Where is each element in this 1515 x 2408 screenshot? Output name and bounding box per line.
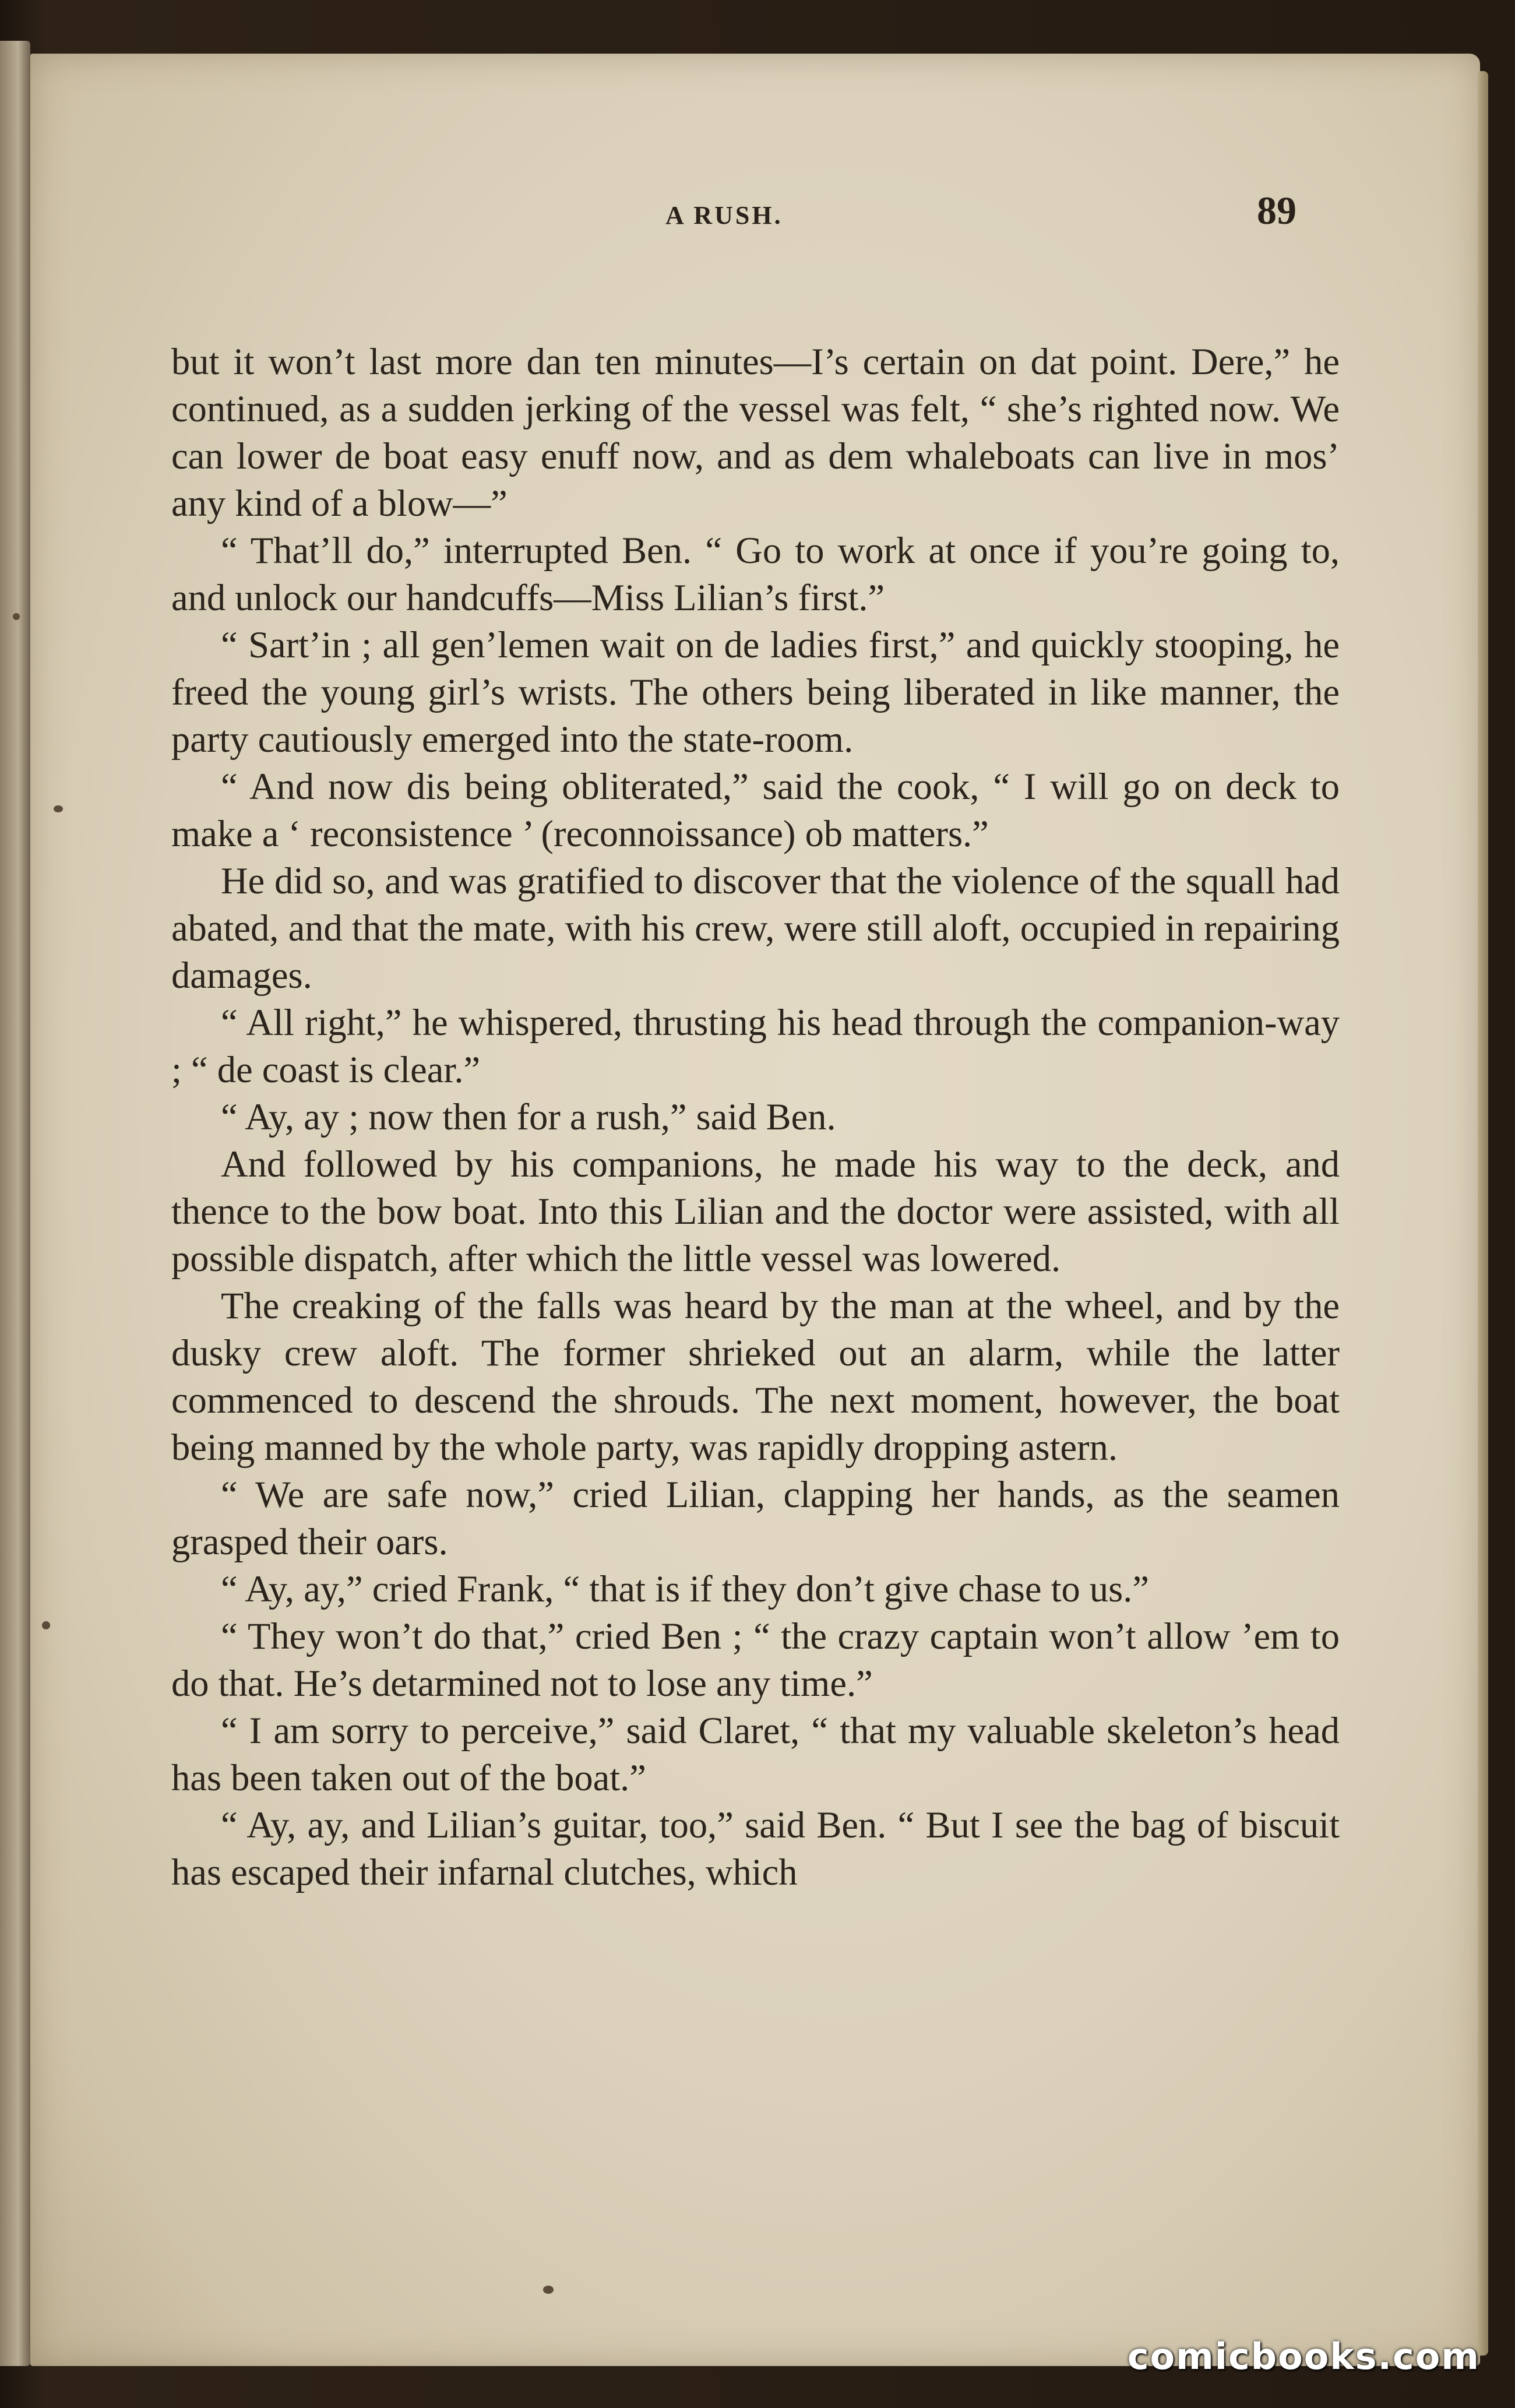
paragraph: “ And now dis being obliterated,” said the cook, “ I will go on deck to make a ‘ reconsistence ’ (reconnoissance) ob matters.” <box>171 766 1340 854</box>
page-edge <box>1478 71 1488 2356</box>
paragraph: “ Sart’in ; all gen’lemen wait on de ladies first,” and quickly stooping, he freed the young girl’s wrists. The others being liberated in like manner, the party cautiously emerged into the state-room. <box>171 624 1340 760</box>
paragraph: “ Ay, ay ; now then for a rush,” said Ben. <box>221 1096 836 1138</box>
book-page <box>30 54 1480 2366</box>
paragraph: “ All right,” he whispered, thrusting his head through the companion-way ; “ de coast is clear.” <box>171 1002 1340 1090</box>
paragraph: but it won’t last more dan ten minutes—I’s certain on dat point. Dere,” he continued, as a sudden jerking of the vessel was felt, “ she’s righted now. We can lower de boat easy enuff now, and as dem whaleboats can live in mos’ any kind of a blow—” <box>171 341 1340 524</box>
paragraph: “ That’ll do,” interrupted Ben. “ Go to work at once if you’re going to, and unlock our handcuffs—Miss Lilian’s first.” <box>171 530 1340 618</box>
paragraph: And followed by his companions, he made his way to the deck, and thence to the bow boat. Into this Lilian and the doctor were assisted, with all possible dispatch, after which the little vessel was lowered. <box>171 1143 1340 1279</box>
paragraph: “ They won’t do that,” cried Ben ; “ the crazy captain won’t allow ’em to do that. He’s detarmined not to lose any time.” <box>171 1615 1340 1704</box>
paragraph: “ Ay, ay,” cried Frank, “ that is if they don’t give chase to us.” <box>221 1568 1149 1610</box>
paper-speck <box>13 613 20 620</box>
paragraph: He did so, and was gratified to discover that the violence of the squall had abated, and that the mate, with his crew, were still aloft, occupied in repairing damages. <box>171 860 1340 996</box>
paragraph: “ We are safe now,” cried Lilian, clapping her hands, as the seamen grasped their oars. <box>171 1474 1340 1562</box>
paper-speck <box>42 1621 50 1629</box>
paper-speck <box>54 805 63 812</box>
page-number: 89 <box>1257 188 1296 233</box>
watermark: comicbooks.com <box>1127 2335 1480 2378</box>
paragraph: The creaking of the falls was heard by the man at the wheel, and by the dusky crew aloft. The former shrieked out an alarm, while the latter commenced to descend the shrouds. The next moment, however, the boat being manned by the whole party, was rapidly dropping astern. <box>171 1285 1340 1468</box>
previous-page-edge <box>0 41 30 2366</box>
paper-speck <box>543 2286 554 2294</box>
body-text <box>171 338 1340 1896</box>
paragraph: “ Ay, ay, and Lilian’s guitar, too,” said Ben. “ But I see the bag of biscuit has escaped their infarnal clutches, which <box>171 1804 1340 1893</box>
running-head: A RUSH. <box>665 201 783 230</box>
paragraph: “ I am sorry to perceive,” said Claret, “ that my valuable skeleton’s head has been taken out of the boat.” <box>171 1710 1340 1798</box>
